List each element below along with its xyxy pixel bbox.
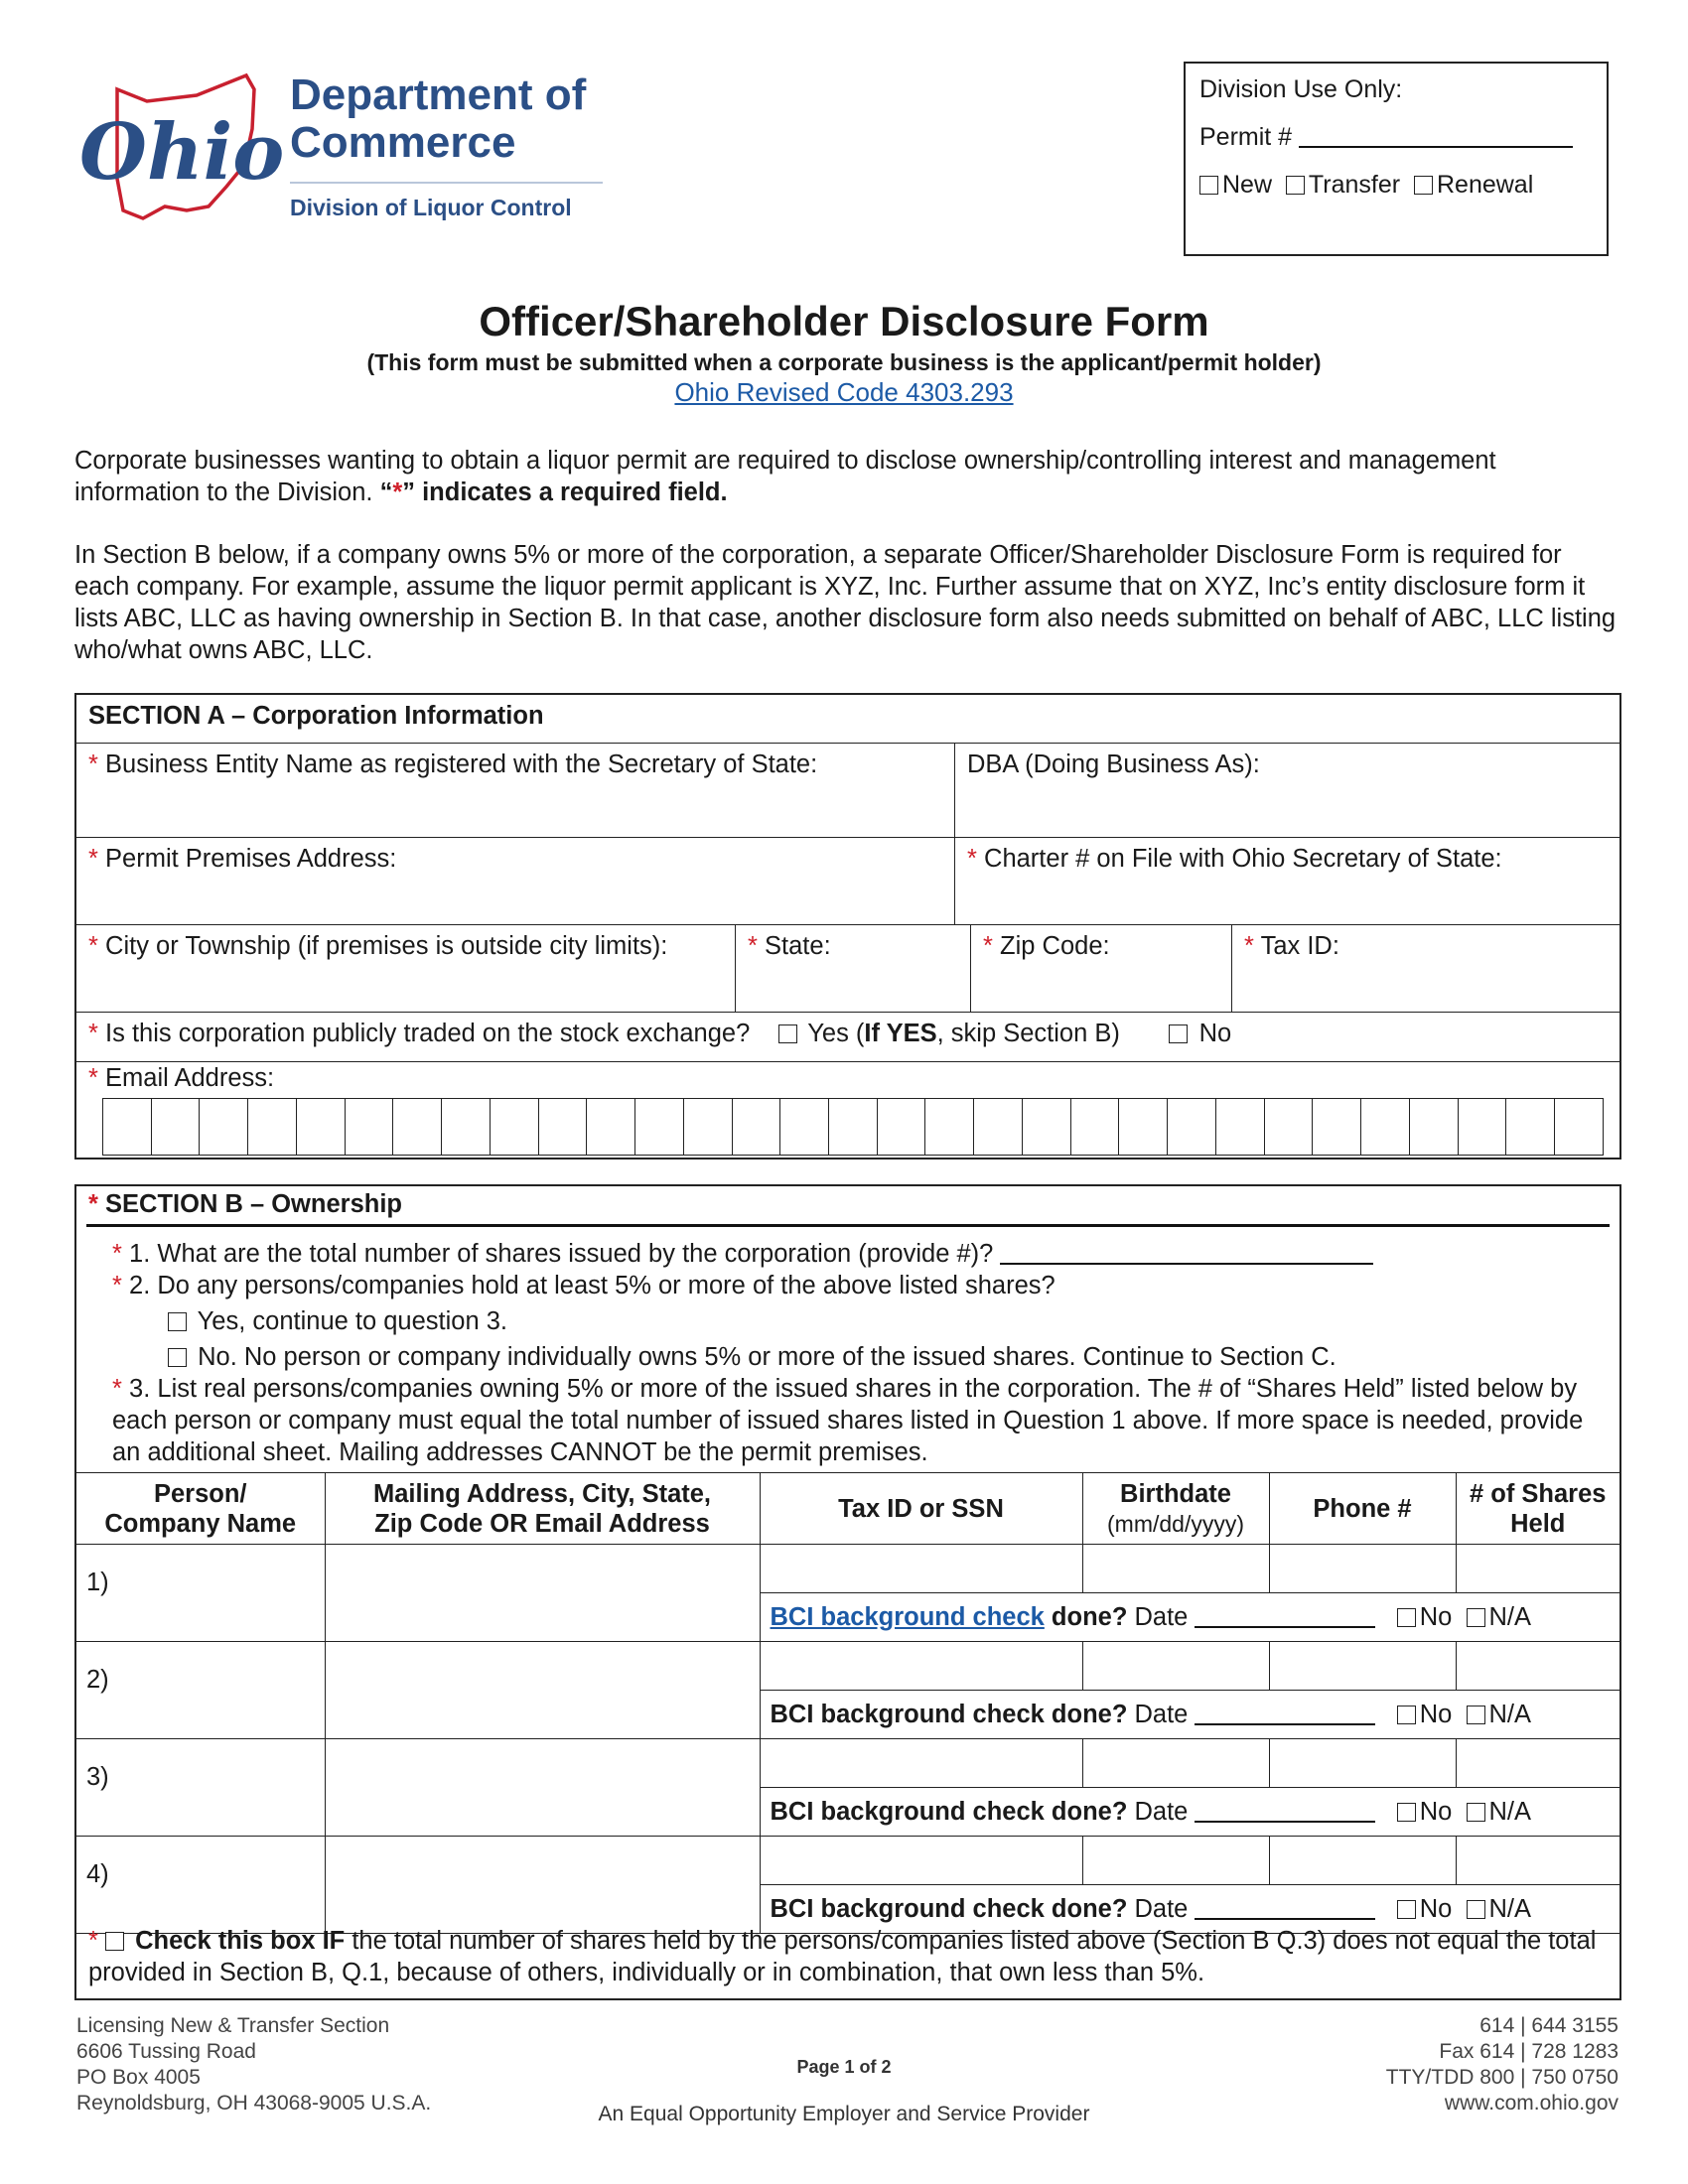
tax-id-label: Tax ID:	[1260, 932, 1339, 960]
question-2-yes-option	[168, 1305, 507, 1337]
row-2-shares-cell[interactable]	[1456, 1642, 1619, 1691]
row-3-birthdate-cell[interactable]	[1082, 1739, 1269, 1788]
bci-date-line[interactable]	[1195, 1821, 1375, 1823]
bci-done-label: done?	[1044, 1700, 1128, 1728]
page-number: Page 1 of 2	[796, 2057, 892, 2077]
required-star: *	[967, 845, 977, 873]
shares-mismatch-bold: Check this box IF	[135, 1927, 346, 1955]
row-1-name-cell[interactable]	[76, 1545, 325, 1642]
intro-paragraph-2: In Section B below, if a company owns 5% or more of the corporation, a separate Officer/Shareholder Disclosure Form is required for each company. For example, assume the liquor permit applicant is XYZ, Inc. Further assume that on XYZ, Inc’s entity disclosure form it lists ABC, LLC as having ownership in Section B. In that case, another disclosure form also needs submitted on behalf of ABC, LLC listing who/what owns ABC, LLC.	[74, 541, 1617, 664]
entity-name-field[interactable]	[76, 744, 955, 838]
section-a	[74, 693, 1621, 1160]
row-1-bci-cell	[760, 1593, 1619, 1642]
intro-required-note: ” indicates a required field.	[402, 478, 728, 506]
row-3-tax-cell[interactable]	[760, 1739, 1082, 1788]
row-2-name-cell[interactable]	[76, 1642, 325, 1739]
bci-date-label: Date	[1134, 1797, 1189, 1826]
required-star: *	[88, 1190, 98, 1218]
footer-address-line: Licensing New & Transfer Section	[76, 2014, 390, 2037]
bci-date-label: Date	[1134, 1602, 1189, 1631]
row-number: 3)	[86, 1763, 109, 1791]
col-phone: Phone #	[1269, 1473, 1456, 1545]
required-star: *	[983, 932, 993, 960]
bci-no-label: No	[1419, 1602, 1453, 1631]
logo-divider	[290, 182, 603, 184]
row-1-phone-cell[interactable]	[1269, 1545, 1456, 1593]
city-township-field[interactable]	[76, 925, 736, 1013]
bci-no-checkbox[interactable]	[1397, 1803, 1416, 1822]
logo-department	[290, 71, 586, 167]
permit-number-label: Permit #	[1199, 123, 1293, 151]
section-b-rule	[86, 1224, 1610, 1227]
state-label: State:	[765, 932, 831, 960]
intro-paragraph-1	[74, 445, 1623, 508]
row-4-birthdate-cell[interactable]	[1082, 1837, 1269, 1885]
transfer-checkbox[interactable]	[1286, 176, 1305, 195]
question-1-text: 1. What are the total number of shares issued by the corporation (provide #)?	[129, 1240, 994, 1268]
footer-website[interactable]: www.com.ohio.gov	[1444, 2092, 1618, 2115]
intro-quote-open: “	[379, 478, 393, 506]
tax-id-field[interactable]	[1232, 925, 1619, 1013]
required-star: *	[112, 1240, 122, 1268]
bci-no-label: No	[1419, 1797, 1453, 1826]
row-3-shares-cell[interactable]	[1456, 1739, 1619, 1788]
bci-done-label: done?	[1044, 1894, 1128, 1923]
question-3-text: 3. List real persons/companies owning 5% or more of the issued shares in the corporation. The # of “Shares Held” listed below by each person or company must equal the total number of issued shares listed in Question 1 above. If more space is needed, provide an additional sheet. Mailing addresses CANNOT be the permit premises.	[112, 1375, 1584, 1466]
row-1-address-cell[interactable]	[325, 1545, 760, 1642]
skip-section-b-note: , skip Section B)	[936, 1020, 1120, 1047]
question-2-no-option	[168, 1341, 1336, 1373]
bci-label: BCI background check	[770, 1700, 1045, 1728]
email-address-boxes[interactable]	[102, 1098, 1604, 1156]
permit-number-line[interactable]	[1299, 146, 1573, 148]
section-a-title: SECTION A – Corporation Information	[76, 695, 1619, 744]
division-use-heading: Division Use Only:	[1199, 75, 1403, 103]
col-tax-id: Tax ID or SSN	[760, 1473, 1082, 1545]
question-2	[112, 1270, 1055, 1301]
row-number: 2)	[86, 1666, 109, 1694]
col-mailing-address: Mailing Address, City, State, Zip Code OR Email Address	[325, 1473, 760, 1545]
q2-yes-checkbox[interactable]	[168, 1312, 187, 1331]
bci-na-label: N/A	[1488, 1797, 1532, 1826]
ownership-header-row	[76, 1473, 1619, 1545]
required-star: *	[88, 1927, 98, 1955]
row-2-birthdate-cell[interactable]	[1082, 1642, 1269, 1691]
row-1-birthdate-cell[interactable]	[1082, 1545, 1269, 1593]
new-label: New	[1222, 171, 1273, 199]
footer-tty: TTY/TDD 800 | 750 0750	[1385, 2066, 1618, 2089]
bci-no-checkbox[interactable]	[1397, 1706, 1416, 1724]
footer-contact	[1386, 2013, 1618, 2116]
bci-date-label: Date	[1134, 1894, 1189, 1923]
ohio-revised-code-link[interactable]: Ohio Revised Code 4303.293	[674, 377, 1014, 407]
q2-yes-label: Yes, continue to question 3.	[197, 1307, 507, 1335]
total-shares-line[interactable]	[1000, 1263, 1373, 1265]
shares-mismatch-note	[88, 1925, 1608, 1988]
shares-mismatch-checkbox[interactable]	[105, 1932, 124, 1951]
bci-label: BCI background check	[770, 1894, 1045, 1923]
bci-date-line[interactable]	[1195, 1626, 1375, 1628]
transfer-label: Transfer	[1308, 171, 1401, 199]
shares-mismatch-text: the total number of shares held by the persons/companies listed above (Section B Q.3) does not equal the total provided in Section B, Q.1, because of others, individually or in combination, that own less than 5%.	[88, 1927, 1597, 1986]
bci-date-label: Date	[1134, 1700, 1189, 1728]
bci-na-checkbox[interactable]	[1467, 1900, 1485, 1919]
logo-division-name: Division of Liquor Control	[290, 195, 572, 220]
required-star: *	[1244, 932, 1254, 960]
zip-code-field[interactable]	[971, 925, 1232, 1013]
q2-no-checkbox[interactable]	[168, 1348, 187, 1367]
row-4-tax-cell[interactable]	[760, 1837, 1082, 1885]
bci-background-check-link[interactable]: BCI background check	[770, 1602, 1045, 1631]
footer-phone: 614 | 644 3155	[1479, 2014, 1618, 2037]
bci-na-checkbox[interactable]	[1467, 1706, 1485, 1724]
bci-date-line[interactable]	[1195, 1723, 1375, 1725]
row-3-bci-cell	[760, 1788, 1619, 1837]
bci-date-line[interactable]	[1195, 1918, 1375, 1920]
bci-na-label: N/A	[1488, 1894, 1532, 1923]
entity-name-label: Business Entity Name as registered with the Secretary of State:	[105, 751, 818, 778]
required-star: *	[88, 1020, 98, 1047]
required-star: *	[88, 845, 98, 873]
footer-fax: Fax 614 | 728 1283	[1439, 2040, 1618, 2063]
col-birthdate: Birthdate (mm/dd/yyyy)	[1082, 1473, 1269, 1545]
table-row	[76, 1642, 1619, 1691]
row-3-name-cell[interactable]	[76, 1739, 325, 1837]
premises-address-label: Permit Premises Address:	[105, 845, 397, 873]
publicly-traded-yes-checkbox[interactable]	[778, 1024, 797, 1043]
required-star: *	[112, 1375, 122, 1403]
charter-number-field[interactable]	[955, 838, 1619, 925]
bci-na-label: N/A	[1488, 1602, 1532, 1631]
question-2-text: 2. Do any persons/companies hold at least 5% or more of the above listed shares?	[129, 1272, 1055, 1299]
required-star: *	[88, 751, 98, 778]
section-b-title-text: SECTION B – Ownership	[105, 1190, 402, 1218]
required-star: *	[88, 932, 98, 960]
required-star: *	[748, 932, 758, 960]
row-4-name-cell[interactable]	[76, 1837, 325, 1934]
premises-address-field[interactable]	[76, 838, 955, 925]
required-star: *	[112, 1272, 122, 1299]
division-use-box	[1184, 62, 1609, 256]
col-shares-held: # of Shares Held	[1456, 1473, 1619, 1545]
col-person-company: Person/ Company Name	[76, 1473, 325, 1545]
footer-address-line: PO Box 4005	[76, 2066, 201, 2089]
question-1	[112, 1238, 1373, 1270]
row-2-bci-cell	[760, 1691, 1619, 1739]
if-yes-bold: If YES	[864, 1020, 937, 1047]
q2-no-label: No. No person or company individually owns 5% or more of the issued shares. Continue to Section C.	[198, 1343, 1336, 1371]
row-number: 1)	[86, 1569, 109, 1596]
bci-na-label: N/A	[1488, 1700, 1532, 1728]
logo-dept-line1: Department of	[290, 70, 587, 119]
table-row	[76, 1739, 1619, 1788]
renewal-label: Renewal	[1436, 171, 1534, 199]
ohio-logo-word: Ohio	[79, 107, 285, 198]
bci-na-checkbox[interactable]	[1467, 1608, 1485, 1627]
bci-done-label: done?	[1044, 1797, 1128, 1826]
ownership-table	[76, 1472, 1619, 1934]
new-checkbox[interactable]	[1199, 176, 1218, 195]
table-row	[76, 1545, 1619, 1593]
publicly-traded-question: Is this corporation publicly traded on the stock exchange?	[105, 1020, 751, 1047]
row-2-address-cell[interactable]	[325, 1642, 760, 1739]
dba-label: DBA (Doing Business As):	[967, 751, 1260, 778]
row-4-address-cell[interactable]	[325, 1837, 760, 1934]
form-subtitle: (This form must be submitted when a corporate business is the applicant/permit holder)	[366, 349, 1322, 375]
row-2-tax-cell[interactable]	[760, 1642, 1082, 1691]
section-b	[74, 1184, 1621, 2000]
city-township-label: City or Township (if premises is outside city limits):	[105, 932, 668, 960]
bci-na-checkbox[interactable]	[1467, 1803, 1485, 1822]
publicly-traded-row	[76, 1013, 1619, 1062]
row-3-address-cell[interactable]	[325, 1739, 760, 1837]
question-3	[112, 1373, 1602, 1468]
required-star: *	[88, 1064, 98, 1092]
intro-p1-text: Corporate businesses wanting to obtain a liquor permit are required to disclose ownership/controlling interest and management information to the Division.	[74, 447, 1496, 506]
logo-dept-line2: Commerce	[290, 118, 516, 167]
footer-address-line: 6606 Tussing Road	[76, 2040, 256, 2063]
bci-label: BCI background check	[770, 1797, 1045, 1826]
row-4-phone-cell[interactable]	[1269, 1837, 1456, 1885]
publicly-traded-yes-label: Yes (	[807, 1020, 865, 1047]
renewal-checkbox[interactable]	[1414, 176, 1433, 195]
row-3-phone-cell[interactable]	[1269, 1739, 1456, 1788]
ohio-state-outline-icon	[77, 69, 296, 228]
form-title: Officer/Shareholder Disclosure Form	[479, 298, 1209, 344]
section-b-title	[88, 1190, 402, 1219]
email-address-label: Email Address:	[105, 1064, 275, 1092]
bci-no-label: No	[1419, 1894, 1453, 1923]
row-number: 4)	[86, 1860, 109, 1888]
charter-number-label: Charter # on File with Ohio Secretary of State:	[984, 845, 1502, 873]
required-star: *	[392, 478, 403, 506]
row-4-shares-cell[interactable]	[1456, 1837, 1619, 1885]
zip-code-label: Zip Code:	[1000, 932, 1110, 960]
state-field[interactable]	[736, 925, 971, 1013]
row-2-phone-cell[interactable]	[1269, 1642, 1456, 1691]
publicly-traded-no-label: No	[1198, 1020, 1232, 1047]
bci-no-checkbox[interactable]	[1397, 1900, 1416, 1919]
eeo-statement: An Equal Opportunity Employer and Service Provider	[598, 2103, 1090, 2125]
bci-done-label: done?	[1044, 1602, 1128, 1631]
row-1-shares-cell[interactable]	[1456, 1545, 1619, 1593]
ohio-revised-code-link-wrap	[0, 377, 1688, 408]
bci-no-label: No	[1419, 1700, 1453, 1728]
dba-field[interactable]	[955, 744, 1619, 838]
permit-type-options	[1199, 165, 1593, 212]
bci-no-checkbox[interactable]	[1397, 1608, 1416, 1627]
permit-number-field[interactable]	[1199, 117, 1593, 165]
row-1-tax-cell[interactable]	[760, 1545, 1082, 1593]
publicly-traded-no-checkbox[interactable]	[1169, 1024, 1188, 1043]
table-row	[76, 1837, 1619, 1885]
footer-address-line: Reynoldsburg, OH 43068-9005 U.S.A.	[76, 2092, 432, 2115]
